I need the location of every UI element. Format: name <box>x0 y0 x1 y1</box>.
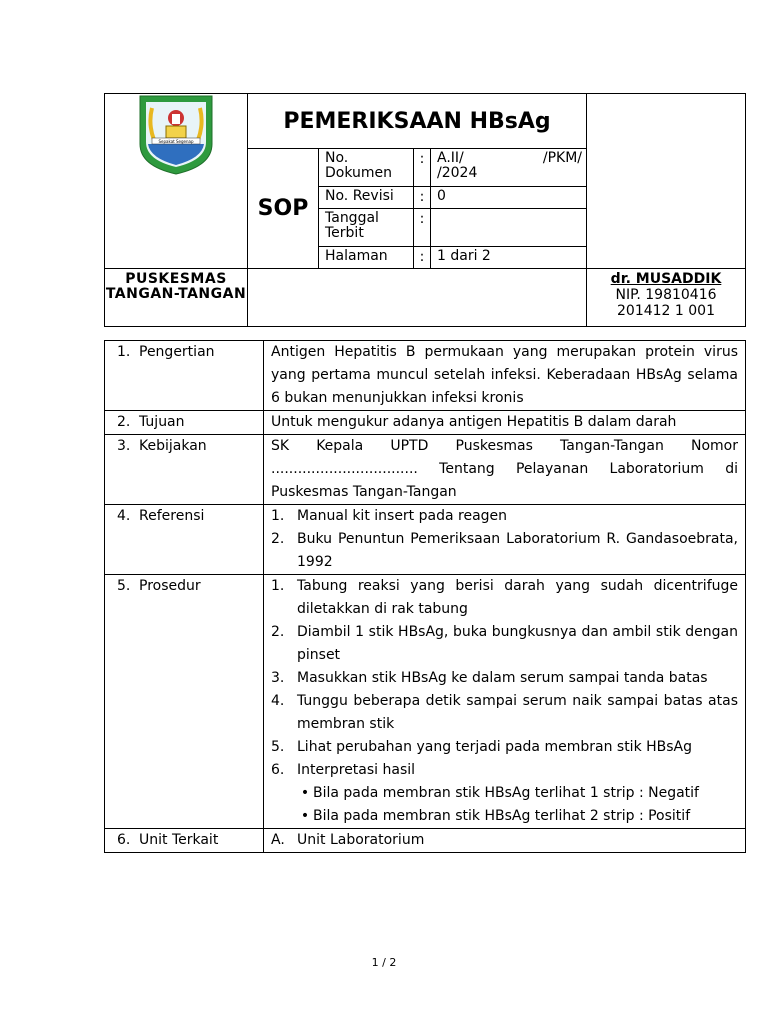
section-label-cell <box>105 435 264 505</box>
list-text: Diambil 1 stik HBsAg, buka bungkusnya dan ambil stik dengan pinset <box>297 624 738 663</box>
doc-number-colon: : <box>414 149 431 187</box>
regency-emblem-logo <box>136 94 216 176</box>
list-item <box>271 505 738 528</box>
list-number: 1. <box>271 508 285 524</box>
document-title: PEMERIKSAAN HBsAg <box>248 94 587 149</box>
section-list-cell <box>264 575 746 829</box>
list-number: 6. <box>271 762 285 778</box>
list-item <box>271 736 738 759</box>
revision-colon: : <box>414 187 431 209</box>
section-label-cell <box>105 411 264 435</box>
sop-label: SOP <box>248 149 319 269</box>
section-list-cell <box>264 505 746 575</box>
table-row <box>105 435 746 505</box>
section-label: Unit Terkait <box>139 832 219 848</box>
doc-number-part-1: A.II/ <box>437 150 464 166</box>
list-text: Masukkan stik HBsAg ke dalam serum sampai tanda batas <box>297 670 708 686</box>
list-item <box>271 575 738 621</box>
section-list-cell <box>264 829 746 853</box>
page-number: 1 / 2 <box>371 956 397 969</box>
section-number: 2. <box>117 414 131 430</box>
table-row <box>105 505 746 575</box>
signer-name: dr. MUSADDIK <box>610 271 722 287</box>
issue-date-value <box>431 209 587 247</box>
list-number: 4. <box>271 693 285 709</box>
page-label: Halaman <box>319 247 414 269</box>
section-number: 6. <box>117 832 131 848</box>
list-text: Unit Laboratorium <box>297 832 425 848</box>
blank-stamp-cell <box>587 94 746 269</box>
logo-cell <box>105 94 248 269</box>
bullet-item <box>271 805 738 828</box>
section-text: Antigen Hepatitis B permukaan yang merupakan protein virus yang pertama muncul setelah infeksi. Keberadaan HBsAg selama 6 bukan menunjukkan infeksi kronis <box>264 341 746 411</box>
list-text: Lihat perubahan yang terjadi pada membran stik HBsAg <box>297 739 693 755</box>
list-number: 2. <box>271 624 285 640</box>
svg-text:Sepakat Segenap: Sepakat Segenap <box>158 139 194 144</box>
signer-block <box>587 269 746 327</box>
section-number: 3. <box>117 438 131 454</box>
list-number: A. <box>271 832 285 848</box>
section-label-cell <box>105 505 264 575</box>
doc-number-part-3: /2024 <box>437 165 478 181</box>
list-number: 5. <box>271 739 285 755</box>
bullet-text: Bila pada membran stik HBsAg terlihat 2 strip : Positif <box>313 808 691 824</box>
section-number: 5. <box>117 578 131 594</box>
revision-value: 0 <box>431 187 587 209</box>
list-item <box>271 759 738 782</box>
section-label-cell <box>105 829 264 853</box>
section-label-cell <box>105 341 264 411</box>
list-number: 1. <box>271 578 285 594</box>
section-number: 1. <box>117 344 131 360</box>
page-colon: : <box>414 247 431 269</box>
signer-nip-line-1: NIP. 19810416 <box>615 287 717 303</box>
revision-label: No. Revisi <box>319 187 414 209</box>
blank-middle-cell <box>248 269 587 327</box>
section-label: Kebijakan <box>139 438 207 454</box>
section-label: Prosedur <box>139 578 201 594</box>
bullet-icon: • <box>300 785 310 801</box>
bullet-icon: • <box>300 808 310 824</box>
list-text: Interpretasi hasil <box>297 762 416 778</box>
table-row <box>105 575 746 829</box>
issue-date-label: Tanggal Terbit <box>319 209 414 247</box>
list-item <box>271 621 738 667</box>
section-number: 4. <box>117 508 131 524</box>
list-item <box>271 690 738 736</box>
list-item <box>271 528 738 574</box>
list-text: Tabung reaksi yang berisi darah yang sudah dicentrifuge diletakkan di rak tabung <box>297 578 738 617</box>
organization-name: PUSKESMAS TANGAN-TANGAN <box>105 269 248 327</box>
table-row <box>105 411 746 435</box>
sop-content-table <box>104 340 746 853</box>
bullet-text: Bila pada membran stik HBsAg terlihat 1 strip : Negatif <box>313 785 699 801</box>
section-label: Tujuan <box>139 414 185 430</box>
doc-number-part-2: /PKM/ <box>542 150 582 166</box>
signer-nip-line-2: 201412 1 001 <box>617 303 715 319</box>
list-item <box>271 829 738 852</box>
bullet-item <box>271 782 738 805</box>
doc-number-value <box>431 149 587 187</box>
list-number: 2. <box>271 531 285 547</box>
section-text: SK Kepala UPTD Puskesmas Tangan-Tangan Nomor ................................. Tentang Pelayanan Laboratorium di Puskesmas Tangan-Tangan <box>264 435 746 505</box>
table-row <box>105 341 746 411</box>
list-item <box>271 667 738 690</box>
sop-header-table <box>104 93 746 327</box>
page-value: 1 dari 2 <box>431 247 587 269</box>
list-text: Manual kit insert pada reagen <box>297 508 508 524</box>
table-row <box>105 829 746 853</box>
section-label: Pengertian <box>139 344 215 360</box>
section-label: Referensi <box>139 508 205 524</box>
list-number: 3. <box>271 670 285 686</box>
section-text: Untuk mengukur adanya antigen Hepatitis B dalam darah <box>264 411 746 435</box>
list-text: Tunggu beberapa detik sampai serum naik sampai batas atas membran stik <box>297 693 738 732</box>
doc-number-label: No. Dokumen <box>319 149 414 187</box>
list-text: Buku Penuntun Pemeriksaan Laboratorium R. Gandasoebrata, 1992 <box>297 531 738 570</box>
issue-date-colon: : <box>414 209 431 247</box>
section-label-cell <box>105 575 264 829</box>
